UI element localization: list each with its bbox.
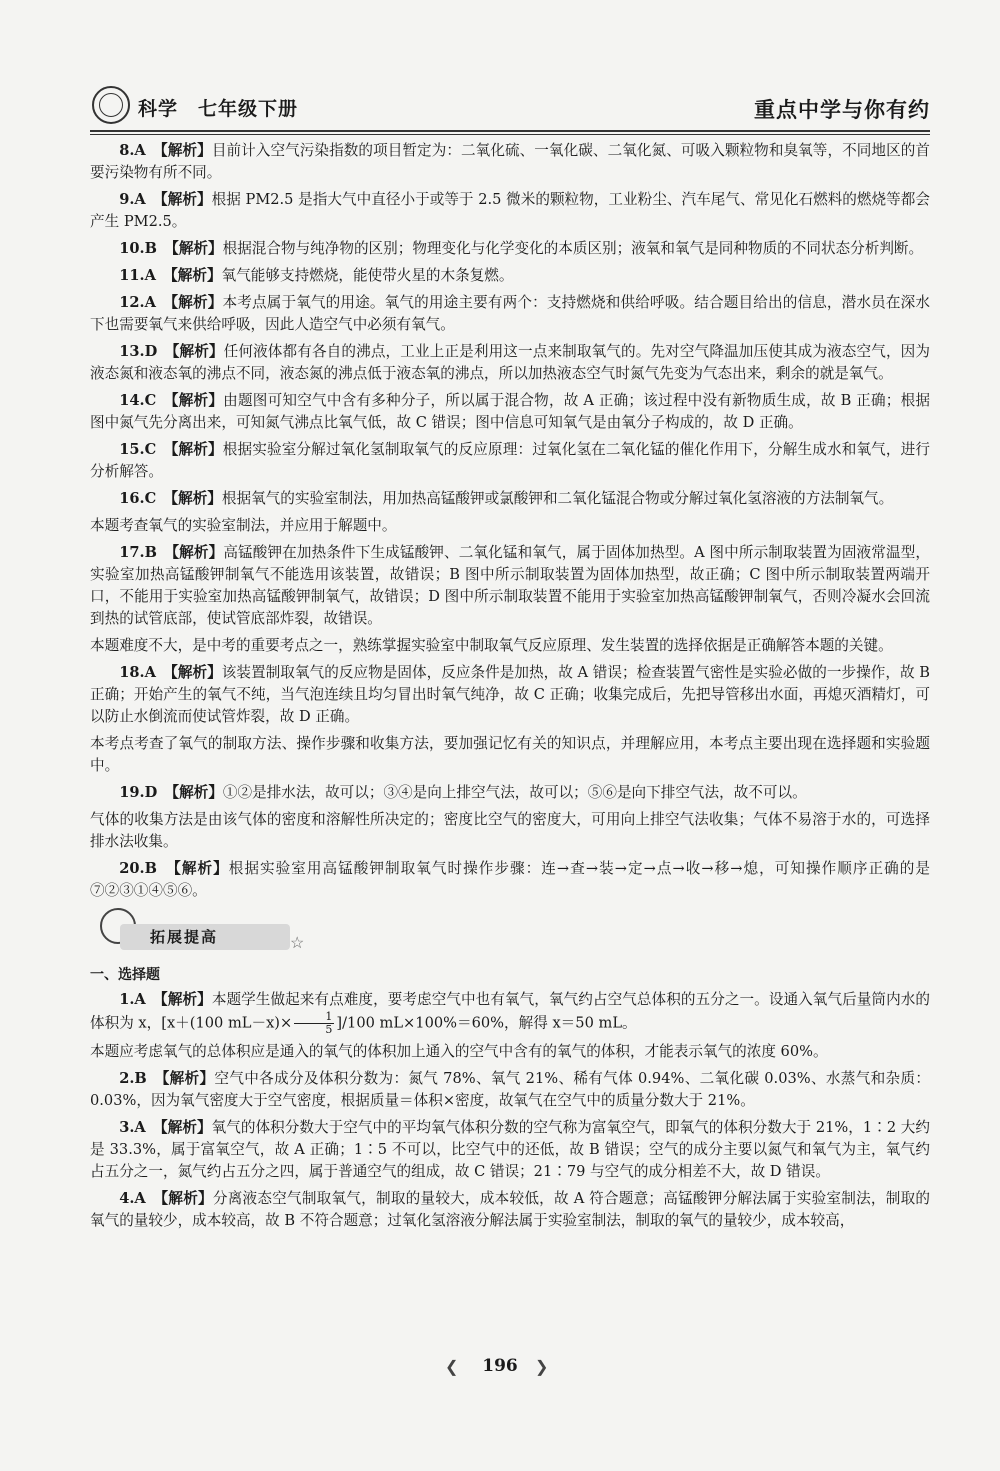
answer-item [90, 782, 930, 804]
analysis-text: 本考点属于氧气的用途。氧气的用途主要有两个：支持燃烧和供给呼吸。结合题目给出的信息，潜水员在深水下也需要氧气来供给呼吸，因此人造空气中必须有氧气。 [90, 294, 930, 333]
answer-number: 10.B [119, 240, 157, 257]
section-banner [90, 908, 930, 960]
analysis-text: 根据氧气的实验室制法，用加热高锰酸钾或氯酸钾和二氧化锰混合物或分解过氧化氢溶液的方法制氧气。 [221, 490, 894, 507]
book-title: 科学 七年级下册 [138, 98, 299, 120]
answer-item [90, 238, 930, 260]
series-brand: 重点中学与你有约 [754, 98, 930, 122]
page-ornament-left-icon: ❮ [445, 1357, 459, 1376]
answer-number: 9.A [119, 191, 146, 208]
answer-item [90, 858, 930, 902]
answer-item [90, 341, 930, 385]
answer-item [90, 292, 930, 336]
answer-note [90, 635, 930, 657]
answer-number: 12.A [119, 294, 156, 311]
star-icon: ☆ [290, 933, 305, 952]
fraction [294, 1011, 334, 1036]
answer-item [90, 989, 930, 1036]
analysis-tag: 【解析】 [160, 191, 212, 208]
analysis-tag: 【解析】 [171, 784, 223, 801]
answer-number: 8.A [119, 142, 146, 159]
analysis-tag: 【解析】 [171, 441, 223, 458]
analysis-tag: 【解析】 [170, 664, 222, 681]
answer-number: 3.A [119, 1119, 146, 1136]
analysis-tag: 【解析】 [160, 1119, 212, 1136]
analysis-text: 分离液态空气制取氧气，制取的量较大，成本较低，故 A 符合题意；高锰酸钾分解法属于实验室制法，制取的氧气的量较少，成本较高，故 B 不符合题意；过氧化氢溶液分解法属于实验室制法，制取的氧气的量较少，成本较高， [90, 1190, 930, 1229]
analysis-text: 根据实验室分解过氧化氢制取氧气的反应原理：过氧化氢在二氧化锰的催化作用下，分解生成水和氧气，进行分析解答。 [90, 441, 930, 480]
header-rule [90, 130, 930, 132]
analysis-text: 由题图可知空气中含有多种分子，所以属于混合物，故 A 正确；该过程中没有新物质生成，故 B 正确；根据图中氮气先分离出来，可知氮气沸点比氧气低，故 C 错误；图中信息可知氧气是由氧分子构成的，故 D 正确。 [90, 392, 930, 431]
school-logo-icon [92, 86, 130, 124]
banner-title: 拓展提高 [150, 928, 219, 946]
answer-item [90, 542, 930, 630]
note-text: 气体的收集方法是由该气体的密度和溶解性所决定的；密度比空气的密度大，可用向上排空气法收集；气体不易溶于水的，可选择排水法收集。 [90, 811, 930, 850]
analysis-text: 氧气的体积分数大于空气中的平均氧气体积分数的空气称为富氧空气，即氧气的体积分数大于 21%，1∶2 大约是 33.3%，属于富氧空气，故 A 正确；1∶5 不可以，比空气中的还低，故 B 错误；空气的成分主要以氮气和氧气为主，氧气约占五分之一，氮气约占五分之四，属于普通空气的组成，故 C 错误；21∶79 与空气的成分相差不大，故 D 错误。 [90, 1119, 930, 1180]
answer-item [90, 1188, 930, 1232]
answer-item [90, 390, 930, 434]
analysis-text: 本题学生做起来有点难度，要考虑空气中也有氧气，氧气约占空气总体积的五分之一。设通入氧气后量筒内水的体积为 x，[x＋(100 mL－x)× [90, 991, 930, 1032]
answer-number: 20.B [119, 860, 157, 877]
page-number: 196 [482, 1356, 518, 1376]
answer-number: 2.B [119, 1070, 147, 1087]
note-text: 本题考查氧气的实验室制法，并应用于解题中。 [90, 517, 397, 534]
answer-number: 1.A [119, 991, 146, 1008]
page-ornament-right-icon: ❯ [535, 1357, 549, 1376]
analysis-tag: 【解析】 [170, 294, 223, 311]
note-text: 本考点考查了氧气的制取方法、操作步骤和收集方法，要加强记忆有关的知识点，并理解应用，本考点主要出现在选择题和实验题中。 [90, 735, 930, 774]
answer-number: 16.C [119, 490, 157, 507]
answer-note [90, 515, 930, 537]
answer-item [90, 265, 930, 287]
answer-list-2 [90, 989, 930, 1232]
answer-number: 17.B [119, 544, 157, 561]
analysis-tag: 【解析】 [171, 392, 224, 409]
answer-item [90, 439, 930, 483]
answer-item [90, 140, 930, 184]
answer-number: 15.C [119, 441, 157, 458]
answer-number: 11.A [119, 267, 156, 284]
section-title: 一、选择题 [90, 967, 160, 983]
answer-list [90, 140, 930, 902]
analysis-text: 氧气能够支持燃烧，能使带火星的木条复燃。 [221, 267, 514, 284]
answer-number: 14.C [119, 392, 157, 409]
analysis-text: 根据 PM2.5 是指大气中直径小于或等于 2.5 微米的颗粒物，工业粉尘、汽车尾气、常见化石燃料的燃烧等都会产生 PM2.5。 [90, 191, 930, 230]
header-rule-thin [90, 134, 930, 135]
analysis-tag: 【解析】 [160, 1190, 213, 1207]
analysis-text: 根据实验室用高锰酸钾制取氧气时操作步骤：连→查→装→定→点→收→移→熄，可知操作顺序正确的是⑦②③①④⑤⑥。 [90, 860, 930, 899]
fraction-numerator: 1 [294, 1011, 334, 1024]
answer-item [90, 1117, 930, 1183]
analysis-text: 根据混合物与纯净物的区别；物理变化与化学变化的本质区别；液氧和氧气是同种物质的不同状态分析判断。 [222, 240, 924, 257]
answer-item [90, 662, 930, 728]
analysis-tag: 【解析】 [171, 544, 224, 561]
analysis-text: ①②是排水法，故可以；③④是向上排空气法，故可以；⑤⑥是向下排空气法，故不可以。 [222, 784, 807, 801]
answer-note [90, 809, 930, 853]
answer-note [90, 733, 930, 777]
answer-item [90, 1068, 930, 1112]
analysis-tag: 【解析】 [170, 267, 222, 284]
answer-item [90, 488, 930, 510]
answer-note [90, 1041, 930, 1063]
analysis-tag: 【解析】 [173, 860, 229, 877]
analysis-text: 目前计入空气污染指数的项目暂定为：二氧化硫、一氧化碳、二氧化氮、可吸入颗粒物和臭氧等，不同地区的首要污染物有所不同。 [90, 142, 930, 181]
answer-number: 4.A [119, 1190, 146, 1207]
page-content [90, 140, 930, 1237]
answer-item [90, 189, 930, 233]
note-text: 本题应考虑氧气的总体积应是通入的氧气的体积加上通入的空气中含有的氧气的体积，才能表示氧气的浓度 60%。 [90, 1043, 828, 1060]
analysis-text: 高锰酸钾在加热条件下生成锰酸钾、二氧化锰和氧气，属于固体加热型。A 图中所示制取装置为固液常温型，实验室加热高锰酸钾制氧气不能选用该装置，故错误；B 图中所示制取装置为固体加热型，故正确；C 图中所示制取装置两端开口，不能用于实验室加热高锰酸钾制氧气，故错误；D 图中所示制取装置不能用于实验室加热高锰酸钾制氧气，否则冷凝水会回流到热的试管底部，使试管底部炸裂，故错误。 [90, 544, 931, 627]
fraction-denominator: 5 [325, 1023, 333, 1036]
answer-number: 18.A [119, 664, 156, 681]
note-text: 本题难度不大，是中考的重要考点之一，熟练掌握实验室中制取氧气反应原理、发生装置的选择依据是正确解答本题的关键。 [90, 637, 893, 654]
analysis-text-cont: ]/100 mL×100%＝60%，解得 x＝50 mL。 [336, 1014, 637, 1032]
analysis-text: 该装置制取氧气的反应物是固体，反应条件是加热，故 A 错误；检查装置气密性是实验必做的一步操作，故 B 正确；开始产生的氧气不纯，当气泡连续且均匀冒出时氧气纯净，故 C 正确；收集完成后，先把导管移出水面，再熄灭酒精灯，可以防止水倒流而使试管炸裂，故 D 正确。 [90, 664, 930, 725]
analysis-text: 任何液体都有各自的沸点，工业上正是利用这一点来制取氧气的。先对空气降温加压使其成为液态空气，因为液态氮和液态氧的沸点不同，液态氮的沸点低于液态氧的沸点，所以加热液态空气时氮气先变为气态出来，剩余的就是氧气。 [90, 343, 930, 382]
analysis-tag: 【解析】 [170, 490, 222, 507]
page-header [90, 86, 930, 128]
analysis-tag: 【解析】 [171, 240, 223, 257]
answer-number: 19.D [119, 784, 158, 801]
analysis-tag: 【解析】 [162, 1070, 215, 1087]
analysis-text: 空气中各成分及体积分数为：氮气 78%、氧气 21%、稀有气体 0.94%、二氧化碳 0.03%、水蒸气和杂质：0.03%，因为氧气密度大于空气密度，根据质量＝体积×密度，故氧气在空气中的质量分数大于 21%。 [90, 1070, 930, 1109]
analysis-tag: 【解析】 [160, 991, 212, 1008]
analysis-tag: 【解析】 [172, 343, 224, 360]
answer-number: 13.D [119, 343, 158, 360]
analysis-tag: 【解析】 [160, 142, 212, 159]
